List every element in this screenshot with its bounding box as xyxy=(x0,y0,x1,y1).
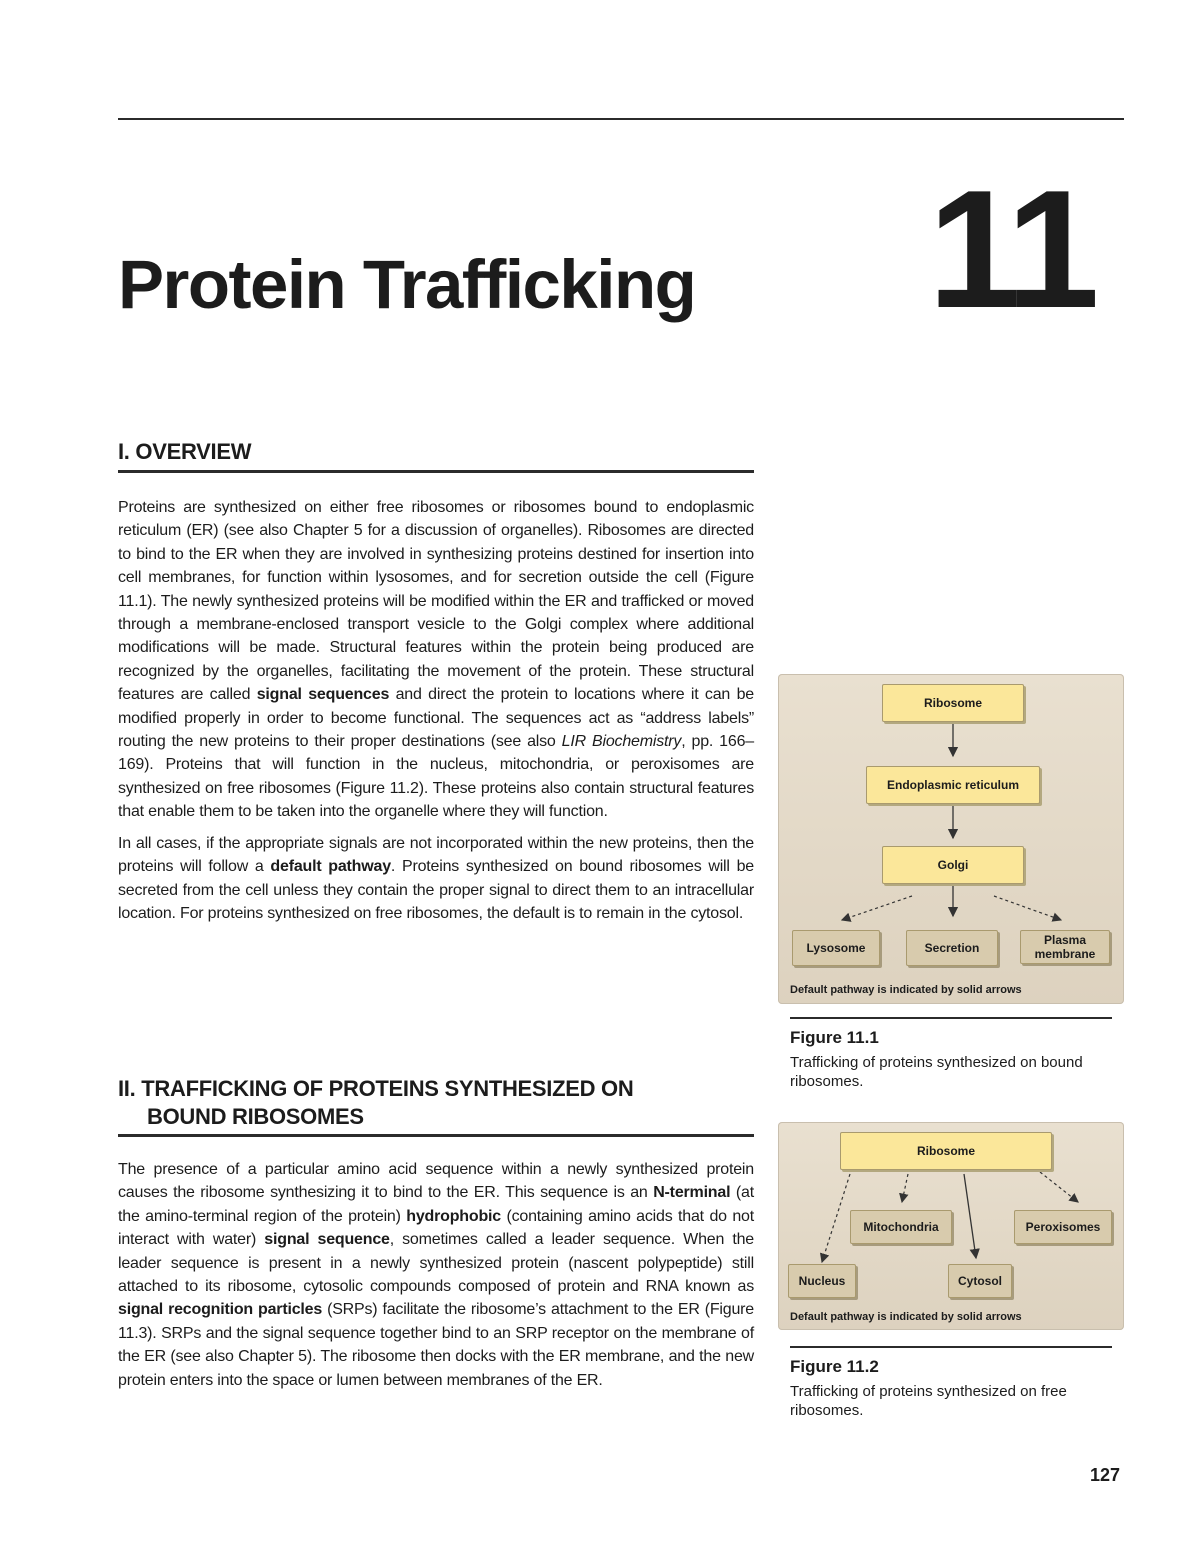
text-run: . Proteins synthesized on bound ribosomes will be secreted from the cell unless they contain the proper signal to direct them to an intracellular location. For proteins synthesized on free ribosomes, the default is to remain in the cytosol. xyxy=(118,858,754,922)
figure-11-1-diagram xyxy=(778,674,1124,1004)
trafficking-text xyxy=(118,1158,754,1392)
text-run: , sometimes called a leader sequence. When the leader sequence is present in a newly synthesized protein (nascent polypeptide) still attached to its ribosome, cytosolic compounds composed of protein and RNA known as xyxy=(118,1231,754,1296)
endoplasmic-reticulum-box: Endoplasmic reticulum xyxy=(866,766,1040,804)
overview-paragraph-2 xyxy=(118,832,754,926)
section-heading-line-2: BOUND RIBOSOMES xyxy=(147,1104,364,1129)
bold-term: signal sequences xyxy=(256,686,390,704)
text-run: and direct the protein to locations where it can be modified properly in order to become functional. The sequences act as “address labels” routing the new proteins to their proper destinations (see also xyxy=(118,686,754,751)
overview-text xyxy=(118,496,754,925)
text-run: (containing amino acids that do not interact with water) xyxy=(118,1207,755,1249)
figure-11-1-note: Default pathway is indicated by solid arrows xyxy=(790,984,1022,996)
section-rule xyxy=(118,1134,754,1137)
figure-11-2-note: Default pathway is indicated by solid arrows xyxy=(790,1311,1022,1323)
plasma-membrane-box: Plasma membrane xyxy=(1020,930,1110,964)
bold-term: N-terminal xyxy=(653,1184,731,1202)
text-run: (at the amino-terminal region of the protein) xyxy=(118,1184,754,1225)
lysosome-box: Lysosome xyxy=(792,930,880,966)
secretion-box: Secretion xyxy=(906,930,998,966)
italic-reference: LIR Biochemistry xyxy=(561,733,682,751)
ribosome-box: Ribosome xyxy=(882,684,1024,722)
bold-term: signal recognition particles xyxy=(118,1301,323,1319)
text-run: (SRPs) facilitate the ribosome’s attachment to the ER (Figure 11.3). SRPs and the signal sequence together bind to an SRP receptor on the membrane of the ER (see also Chapter 5). The ribosome then docks with the ER membrane, and the new protein enters into the space or lumen between membranes of the ER. xyxy=(118,1301,754,1389)
ribosome-box: Ribosome xyxy=(840,1132,1052,1170)
nucleus-box: Nucleus xyxy=(788,1264,856,1298)
page-number: 127 xyxy=(1090,1465,1121,1485)
figure-11-1-caption-text: Trafficking of proteins synthesized on bound ribosomes. xyxy=(790,1054,1083,1090)
top-rule xyxy=(118,118,1124,120)
caption-rule xyxy=(790,1346,1112,1348)
mitochondria-box: Mitochondria xyxy=(850,1210,952,1244)
chapter-number: 11 xyxy=(928,155,1094,343)
figure-11-1-caption-title: Figure 11.1 xyxy=(790,1028,879,1047)
trafficking-paragraph-1 xyxy=(118,1158,754,1392)
golgi-box: Golgi xyxy=(882,846,1024,884)
peroxisomes-box: Peroxisomes xyxy=(1014,1210,1112,1244)
section-heading-trafficking xyxy=(118,1075,633,1131)
overview-paragraph-1 xyxy=(118,496,754,824)
bold-term: signal sequence xyxy=(264,1231,390,1249)
text-run: The presence of a particular amino acid sequence within a newly synthesized protein causes the ribosome synthesizing it to bind to the ER. This sequence is an xyxy=(118,1161,754,1202)
section-heading-overview: I. OVERVIEW xyxy=(118,439,252,464)
figure-11-2-diagram xyxy=(778,1122,1124,1330)
text-run: Proteins are synthesized on either free ribosomes or ribosomes bound to endoplasmic reticulum (ER) (see also Chapter 5 for a discussion of organelles). Ribosomes are directed to bind to the ER when they are involved in synthesizing proteins destined for insertion into cell membranes, for function within lysosomes, and for secretion outside the cell (Figure 11.1). The newly synthesized proteins will be modified within the ER and trafficked or moved through a membrane-enclosed transport vesicle to the Golgi complex where additional modifications will be made. Structural features within the protein being produced are recognized by the organelles, facilitating the movement of the protein. These structural features are called xyxy=(118,499,754,704)
figure-11-2-caption-title: Figure 11.2 xyxy=(790,1357,879,1376)
text-run: , pp. 166–169). Proteins that will function in the nucleus, mitochondria, or peroxisomes are synthesized on free ribosomes (Figure 11.2). These proteins also contain structural features that enable them to be taken into the organelle where they will function. xyxy=(118,733,754,821)
bold-term: default pathway xyxy=(270,858,391,876)
section-heading-line-1: II. TRAFFICKING OF PROTEINS SYNTHESIZED ON xyxy=(118,1076,634,1101)
cytosol-box: Cytosol xyxy=(948,1264,1012,1298)
chapter-title: Protein Trafficking xyxy=(118,246,696,323)
caption-rule xyxy=(790,1017,1112,1019)
bold-term: hydrophobic xyxy=(406,1207,501,1225)
figure-11-2-caption-text: Trafficking of proteins synthesized on free ribosomes. xyxy=(790,1383,1067,1419)
text-run: In all cases, if the appropriate signals are not incorporated within the new proteins, then the proteins will follow a xyxy=(118,834,754,876)
section-rule xyxy=(118,470,754,473)
